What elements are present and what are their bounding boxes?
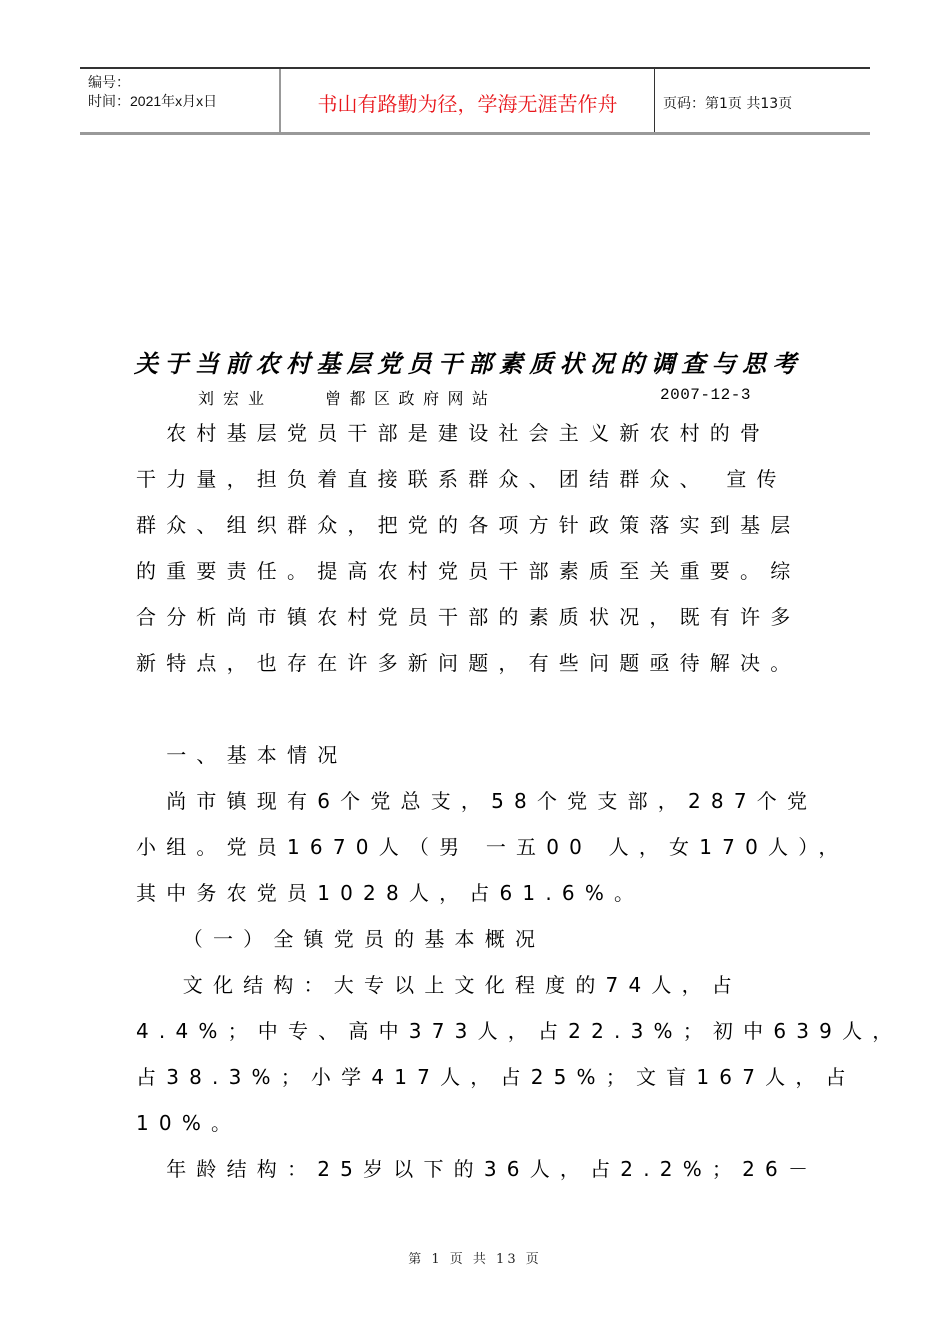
body-line: 的重要责任。提高农村党员干部素质至关重要。综 bbox=[136, 559, 801, 583]
document-header-table bbox=[80, 67, 870, 135]
article-title: 关于当前农村基层党员干部素质状况的调查与思考 bbox=[134, 349, 803, 378]
body-line: 小组。党员1670人（男 一五00 人，女170人）， bbox=[136, 835, 849, 859]
body-line: 年龄结构：25岁以下的36人，占2.2%；26－ bbox=[136, 1157, 819, 1181]
time-label: 时间：2021年x月x日 bbox=[88, 93, 218, 109]
body-line: 群众、组织群众，把党的各项方针政策落实到基层 bbox=[136, 513, 801, 537]
article-author: 刘宏业 bbox=[198, 389, 274, 408]
header-page-cell bbox=[655, 69, 870, 132]
page-info: 页码：第1页 共13页 bbox=[663, 95, 793, 112]
body-line: 农村基层党员干部是建设社会主义新农村的骨 bbox=[136, 421, 771, 445]
subsection-heading: （一）全镇党员的基本概况 bbox=[136, 927, 546, 951]
body-line: 其中务农党员1028人，占61.6%。 bbox=[136, 881, 645, 905]
section-heading: 一、基本情况 bbox=[136, 743, 348, 767]
body-line: 尚市镇现有6个党总支，58个党支部，287个党 bbox=[136, 789, 818, 813]
body-line: 10%。 bbox=[136, 1111, 242, 1135]
body-line: 占38.3%；小学417人，占25%；文盲167人，占 bbox=[136, 1065, 856, 1089]
body-line: 文化结构：大专以上文化程度的74人，占 bbox=[136, 973, 743, 997]
body-line: 4.4%；中专、高中373人，占22.3%；初中639人， bbox=[136, 1019, 903, 1043]
page-footer: 第 1 页 共 13 页 bbox=[408, 1252, 542, 1267]
body-line: 干力量，担负着直接联系群众、团结群众、 宣传 bbox=[136, 467, 787, 491]
number-label: 编号： bbox=[88, 74, 130, 90]
header-motto-cell bbox=[281, 69, 655, 132]
body-line: 合分析尚市镇农村党员干部的素质状况，既有许多 bbox=[136, 605, 801, 629]
motto-text: 书山有路勤为径，学海无涯苦作舟 bbox=[317, 92, 618, 116]
body-line: 新特点，也存在许多新问题，有些问题亟待解决。 bbox=[136, 651, 801, 675]
article-source: 曾都区政府网站 bbox=[325, 389, 497, 408]
header-meta-cell bbox=[80, 69, 281, 132]
article-date: 2007-12-3 bbox=[660, 386, 751, 404]
